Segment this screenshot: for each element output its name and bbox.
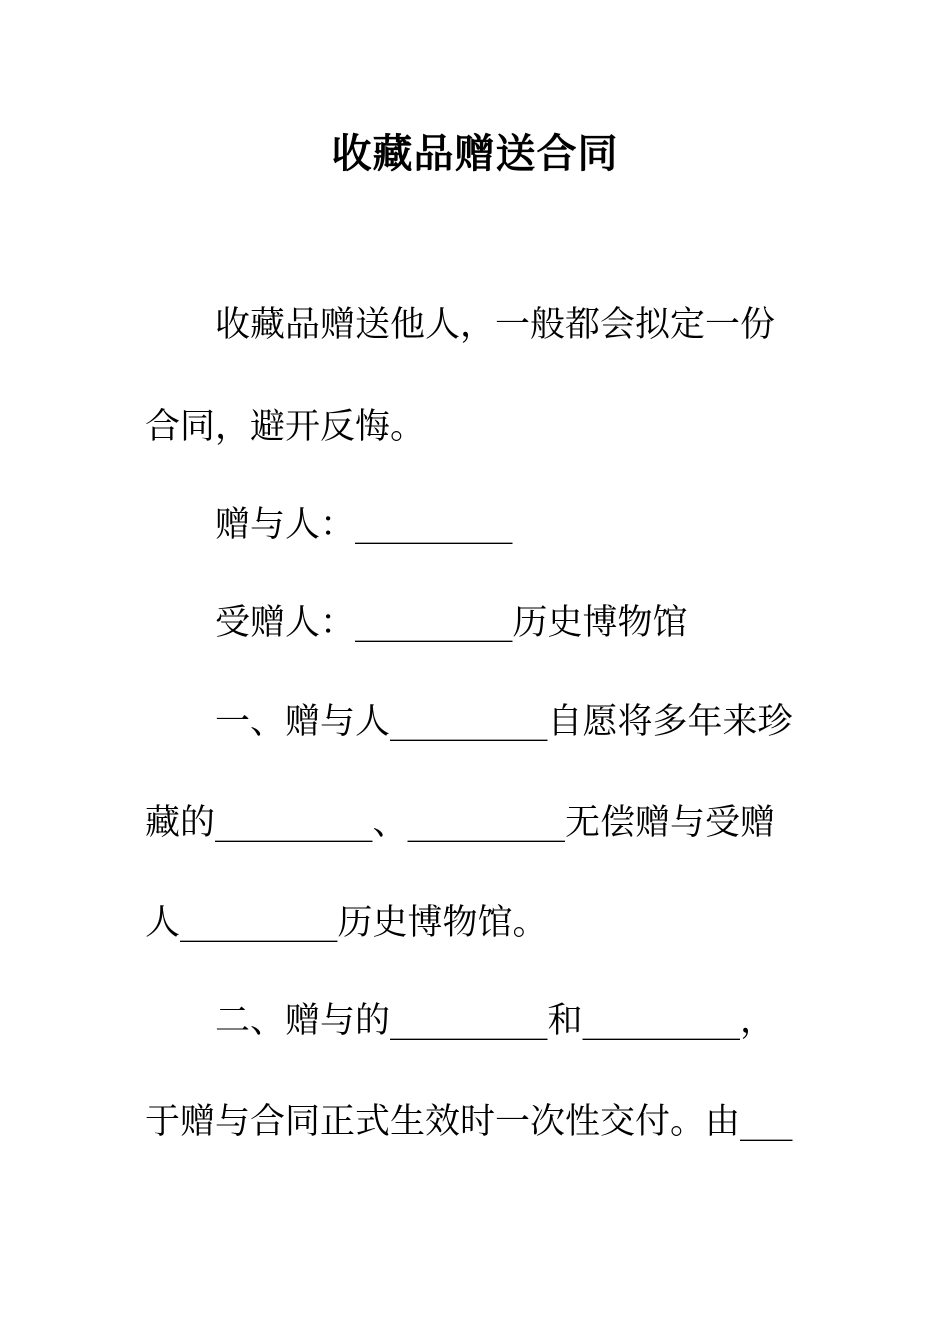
clause-two-line: 于赠与合同正式生效时一次性交付。由___ [145, 1102, 793, 1142]
clause-two-line: 二、赠与的_________和_________， [215, 1001, 776, 1041]
paragraph-line: 收藏品赠送他人，一般都会拟定一份 [215, 305, 776, 345]
clause-one-line: 藏的_________、_________无偿赠与受赠 [145, 803, 776, 843]
recipient-line: 受赠人：_________历史博物馆 [215, 603, 688, 643]
paragraph-line: 合同，避开反悔。 [145, 407, 426, 447]
clause-one-line: 一、赠与人_________自愿将多年来珍 [215, 702, 793, 742]
donor-line: 赠与人：_________ [215, 505, 513, 545]
clause-one-line: 人_________历史博物馆。 [145, 903, 548, 943]
document-title: 收藏品赠送合同 [331, 130, 619, 177]
